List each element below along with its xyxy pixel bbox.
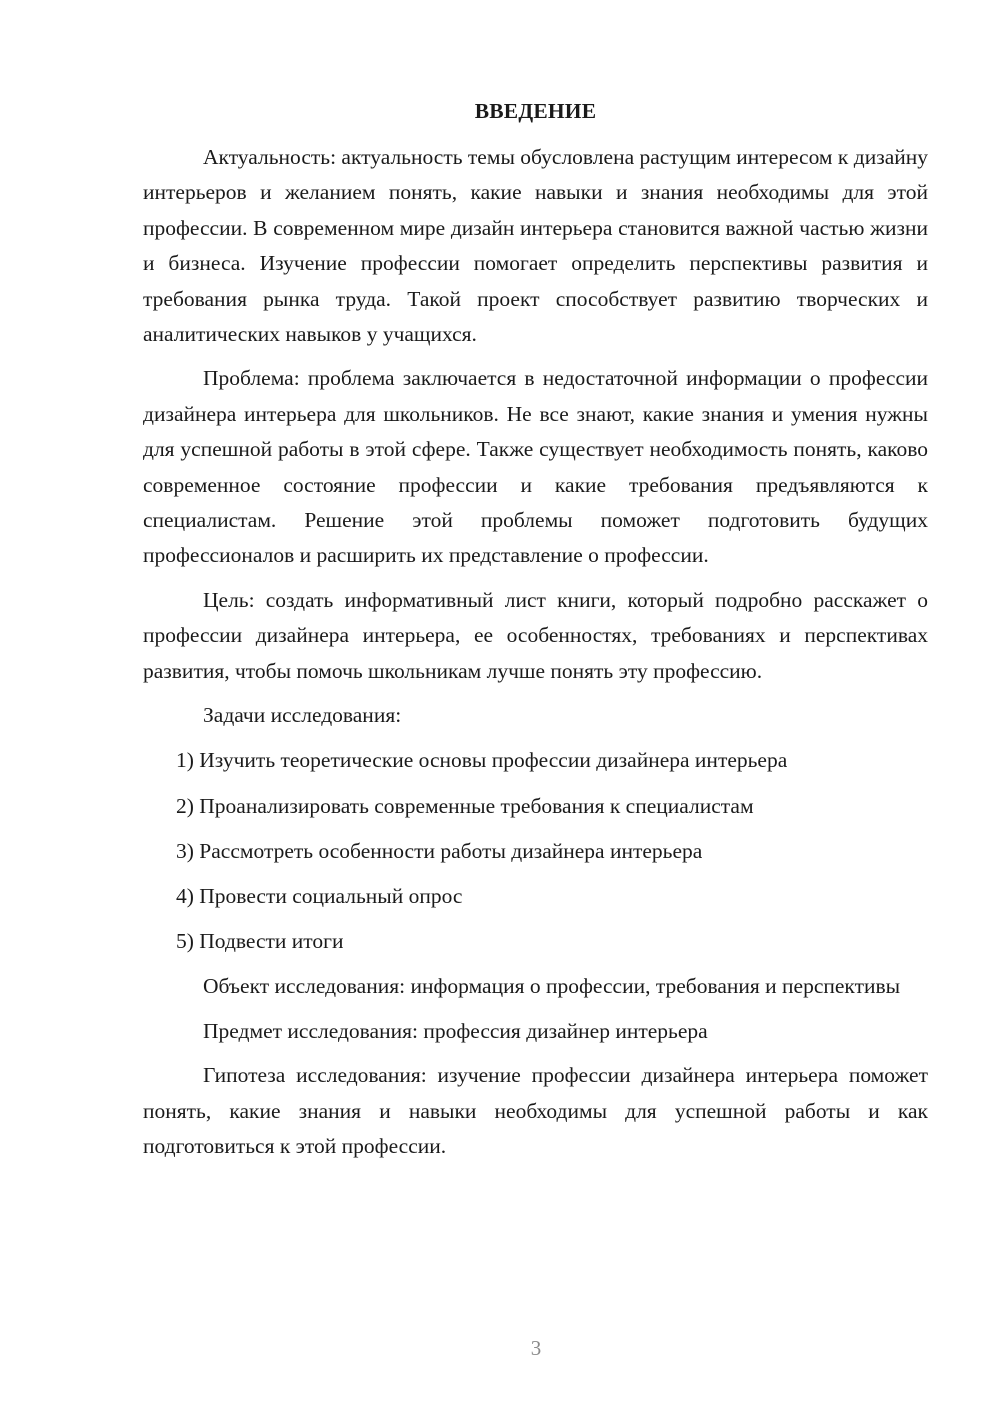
task-item: 5) Подвести итоги [176,929,344,954]
problem-paragraph: Проблема: проблема заключается в недостаточной информации о профессии дизайнера интерьера для школьников. Не все знают, какие знания и умения нужны для успешной работы в этой сфере. Также существует необходимость понять, каково современное состояние профессии и какие требования предъявляются к специалистам. Решение этой проблемы поможет подготовить будущих профессионалов и расширить их представление о профессии. [143,366,928,568]
task-item: 3) Рассмотреть особенности работы дизайнера интерьера [176,838,703,863]
page-content [143,96,928,1173]
task-item: 1) Изучить теоретические основы профессии дизайнера интерьера [176,748,788,773]
task-item: 4) Провести социальный опрос [176,883,463,908]
tasks-heading: Задачи исследования: [203,703,402,728]
subject-paragraph: Предмет исследования: профессия дизайнер интерьера [203,1018,708,1043]
relevance-paragraph: Актуальность: актуальность темы обусловлена растущим интересом к дизайну интерьеров и желанием понять, какие навыки и знания необходимы для этой профессии. В современном мире дизайн интерьера становится важной частью жизни и бизнеса. Изучение профессии помогает определить перспективы развития и требования рынка труда. Такой проект способствует развитию творческих и аналитических навыков у учащихся. [143,145,928,347]
object-paragraph: Объект исследования: информация о профессии, требования и перспективы [203,974,901,999]
hypothesis-paragraph: Гипотеза исследования: изучение профессии дизайнера интерьера поможет понять, какие знания и навыки необходимы для успешной работы и как подготовиться к этой профессии. [143,1063,928,1158]
section-title: ВВЕДЕНИЕ [474,99,597,123]
goal-paragraph: Цель: создать информативный лист книги, который подробно расскажет о профессии дизайнера интерьера, ее особенностях, требованиях и перспективах развития, чтобы помочь школьникам лучше понять эту профессию. [143,587,928,683]
page-number: 3 [530,1336,542,1360]
tasks-list [143,743,928,959]
task-item: 2) Проанализировать современные требования к специалистам [176,793,754,818]
